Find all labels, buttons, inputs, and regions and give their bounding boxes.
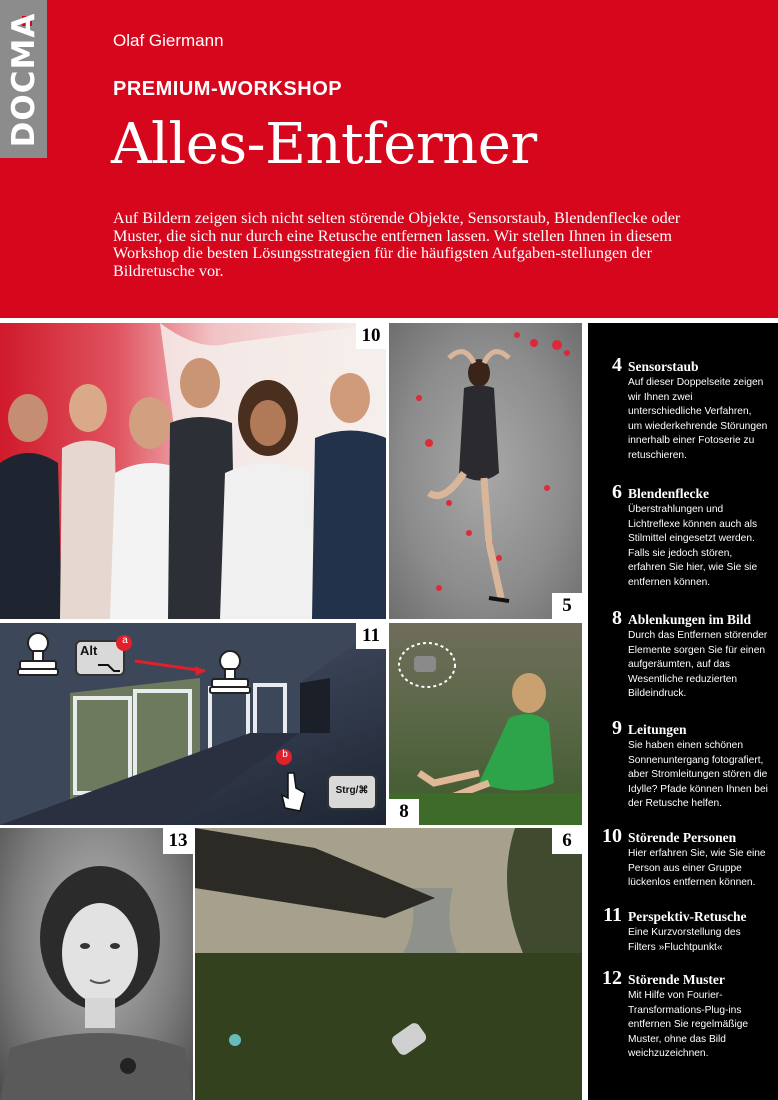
photo-group-people	[0, 323, 386, 619]
dancer-illustration	[389, 323, 582, 619]
toc-page-number: 12	[602, 967, 622, 989]
portrait-illustration	[0, 828, 193, 1100]
docma-logo	[0, 0, 47, 158]
toc-title: Störende Muster	[628, 972, 725, 987]
toc-description: Eine Kurzvorstellung des Filters »Fluchtpunkt«	[628, 927, 741, 953]
photo-woman-green-dress	[389, 623, 582, 825]
toc-page-number: 10	[602, 825, 622, 847]
toc-title: Perspektiv-Retusche	[628, 909, 747, 924]
page-ref-5: 5	[552, 593, 582, 619]
toc-page-number: 8	[612, 607, 622, 629]
page-ref-11: 11	[356, 623, 386, 649]
toc-title: Störende Personen	[628, 830, 737, 845]
section-kicker: PREMIUM-WORKSHOP	[113, 78, 343, 100]
article-title: Alles-Entferner	[111, 112, 537, 177]
toc-description: Überstrahlungen und Lichtreflexe können auch als Stilmittel eingesetzt werden. Falls sie jedoch stören, erfahren Sie hier, wie Sie sie entfernen können.	[628, 504, 758, 588]
woman-green-illustration	[389, 623, 582, 825]
page-ref-13: 13	[163, 828, 193, 854]
group-people-illustration	[0, 323, 386, 619]
toc-description: Hier erfahren Sie, wie Sie eine Person aus einer Gruppe lückenlos entfernen können.	[628, 848, 766, 888]
toc-page-number: 9	[612, 717, 622, 739]
badge-b: b	[282, 749, 288, 760]
toc-description: Durch das Entfernen störender Elemente sorgen Sie für einen aufgeräumten, auf das Wesentliche reduzierten Bildeindruck.	[628, 630, 768, 699]
toc-description: Sie haben einen schönen Sonnenuntergang fotografiert, aber Stromleitungen stören die Idylle? Pfade können Ihnen bei der Retusche helfen.	[628, 740, 768, 809]
photo-vintage-portrait	[0, 828, 193, 1100]
corridor-illustration	[0, 623, 386, 825]
page-ref-10: 10	[356, 323, 386, 349]
toc-description: Mit Hilfe von Fourier-Transformations-Plug-ins entfernen Sie regelmäßige Muster, ohne das Bild weichzuzeichnen.	[628, 990, 749, 1059]
photo-dancer	[389, 323, 582, 619]
article-intro: Auf Bildern zeigen sich nicht selten störende Objekte, Sensorstaub, Blendenflecke oder Muster, die sich nur durch eine Retusche entfernen lassen. Wir stellen Ihnen in diesem Workshop die besten Lösungsstrategien für die häufigsten Aufgaben-stellungen der Bildretusche vor.	[113, 209, 681, 280]
page-ref-8: 8	[389, 799, 419, 825]
toc-description: Auf dieser Doppelseite zeigen wir Ihnen zwei unterschiedliche Verfahren, um wiederkehrende Störungen innerhalb einer Fotoserie zu retuschieren.	[628, 377, 768, 461]
toc-title: Ablenkungen im Bild	[628, 612, 752, 627]
toc-title: Leitungen	[628, 722, 687, 737]
table-of-contents	[588, 323, 778, 1100]
toc-title: Blendenflecke	[628, 486, 709, 501]
toc-page-number: 11	[603, 904, 622, 926]
author-name: Olaf Giermann	[113, 31, 224, 50]
alt-key-label: Alt	[80, 643, 98, 658]
toc-page-number: 6	[612, 481, 622, 503]
toc-page-number: 4	[612, 354, 622, 376]
logo-text: DOCMA	[6, 12, 42, 148]
photo-corridor	[0, 623, 386, 825]
header-banner	[0, 0, 778, 318]
strg-key-label: Strg/⌘	[335, 785, 369, 796]
badge-a: a	[122, 635, 128, 646]
photo-landscape-cooling-tower	[195, 828, 582, 1100]
landscape-illustration	[195, 828, 582, 1100]
toc-title: Sensorstaub	[628, 359, 699, 374]
page-ref-6: 6	[552, 828, 582, 854]
